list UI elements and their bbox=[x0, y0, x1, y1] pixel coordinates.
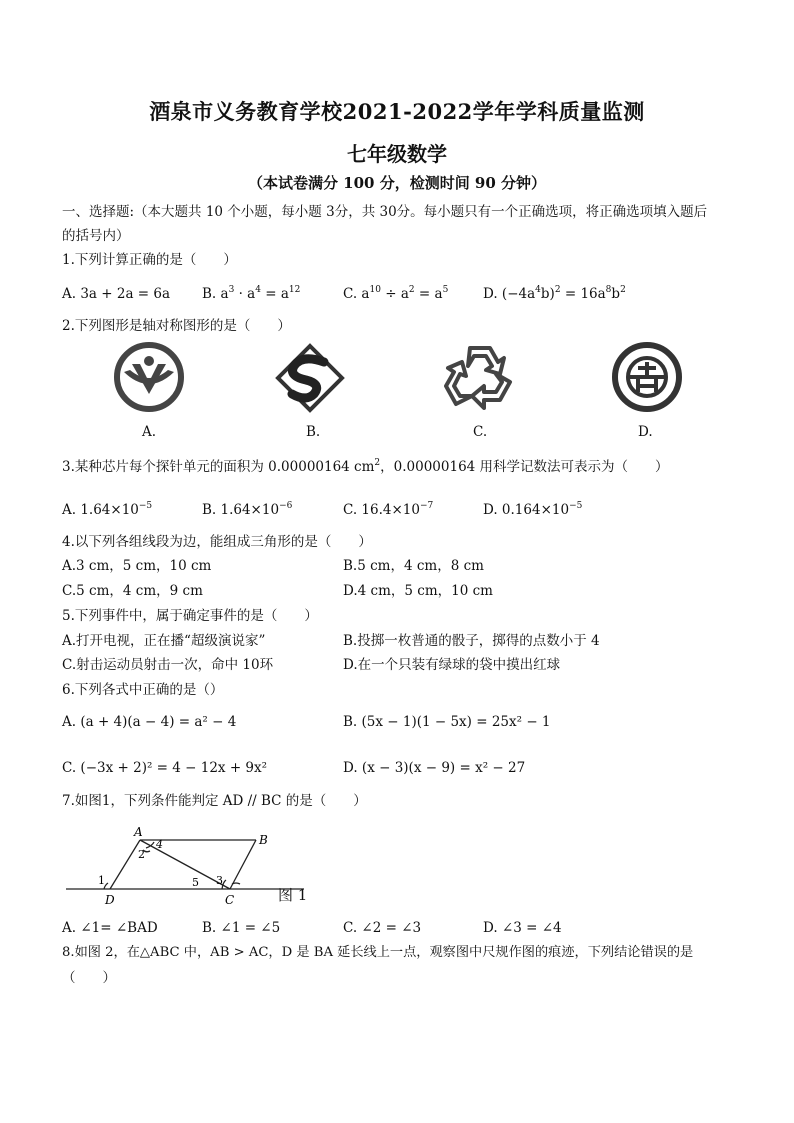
q2-figure-c-recycle bbox=[440, 338, 520, 418]
q5-stem: 5.下列事件中，属于确定事件的是（ ） bbox=[62, 608, 318, 624]
q1-option-b: B. $a^3 \cdot a^4 = a^{12}$ bbox=[202, 285, 301, 302]
exam-title: 酒泉市义务教育学校2021-2022学年学科质量监测 bbox=[149, 99, 645, 124]
q7-point-b: B bbox=[259, 833, 268, 847]
q6-option-b: B. (5x − 1)(1 − 5x) = 25x² − 1 bbox=[343, 714, 551, 730]
q7-figure-label: 图 1 bbox=[278, 886, 308, 904]
q1-option-a: A. 3a + 2a = 6a bbox=[62, 286, 171, 302]
q3-stem: 3.某种芯片每个探针单元的面积为 0.00000164 $cm^2$，0.00000164 用科学记数法可表示为（ ） bbox=[62, 458, 669, 475]
q5-option-c: C.射击运动员射击一次，命中 10环 bbox=[62, 657, 274, 673]
q7-point-c: C bbox=[225, 893, 235, 907]
q6-option-d: D. (x − 3)(x − 9) = x² − 27 bbox=[343, 760, 526, 776]
section-intro: 一、选择题:（本大题共 10 个小题，每小题 3分，共 30分。每小题只有一个正确选项，将正确选项填入题后 bbox=[62, 204, 708, 220]
q7-point-a: A bbox=[134, 825, 143, 839]
q1-stem: 1.下列计算正确的是（ ） bbox=[62, 252, 237, 268]
q7-angle-2: 2 bbox=[138, 848, 145, 861]
exam-subject: 七年级数学 bbox=[347, 142, 447, 166]
q2-figure-a-logo bbox=[112, 340, 186, 414]
q7-angle-3: 3 bbox=[216, 874, 223, 887]
q5-option-a: A.打开电视，正在播“超级演说家” bbox=[62, 633, 266, 649]
q6-stem: 6.下列各式中正确的是（） bbox=[62, 682, 224, 698]
q7-stem: 7.如图1，下列条件能判定 AD // BC 的是（ ） bbox=[62, 793, 367, 809]
section-intro-cont: 的括号内） bbox=[62, 228, 130, 244]
q7-angle-4: 4 bbox=[156, 838, 163, 851]
q3-option-d: D. $0.164\times 10^{-5}$ bbox=[483, 501, 583, 518]
q6-option-c: C. (−3x + 2)² = 4 − 12x + 9x² bbox=[62, 760, 268, 776]
q2-figure-b-logo bbox=[272, 340, 348, 416]
q1-option-d: D. $(-4a^4b)^2 = 16a^8b^2$ bbox=[483, 285, 626, 302]
q2-figure-d-logo bbox=[610, 340, 684, 414]
q2-label-a: A. bbox=[142, 424, 157, 440]
q8-stem-cont: （ ） bbox=[62, 970, 116, 986]
q7-option-c: C. ∠2 = ∠3 bbox=[343, 920, 422, 936]
q2-label-b: B. bbox=[306, 424, 321, 440]
q7-angle-5: 5 bbox=[192, 876, 199, 889]
q7-option-a: A. ∠1= ∠BAD bbox=[62, 920, 158, 936]
q4-option-d: D.4 cm，5 cm，10 cm bbox=[343, 583, 493, 599]
q7-option-b: B. ∠1 = ∠5 bbox=[202, 920, 281, 936]
q4-option-c: C.5 cm，4 cm，9 cm bbox=[62, 583, 203, 599]
q2-stem: 2.下列图形是轴对称图形的是（ ） bbox=[62, 318, 291, 334]
q2-label-c: C. bbox=[473, 424, 488, 440]
q7-angle-1: 1 bbox=[98, 874, 105, 887]
q3-option-c: C. $16.4\times 10^{-7}$ bbox=[343, 501, 434, 518]
q8-stem: 8.如图 2，在△ABC 中，AB > AC，D 是 BA 延长线上一点，观察图中尺规作图的痕迹，下列结论错误的是 bbox=[62, 945, 694, 960]
q2-label-d: D. bbox=[638, 424, 653, 440]
q3-option-b: B. $1.64\times 10^{-6}$ bbox=[202, 501, 293, 518]
q5-option-b: B.投掷一枚普通的骰子，掷得的点数小于 4 bbox=[343, 633, 600, 649]
q5-option-d: D.在一个只装有绿球的袋中摸出红球 bbox=[343, 657, 561, 673]
q3-option-a: A. $1.64\times 10^{-5}$ bbox=[62, 501, 153, 518]
q1-option-c: C. $a^{10} \div a^2 = a^5$ bbox=[343, 285, 449, 302]
q7-option-d: D. ∠3 = ∠4 bbox=[483, 920, 562, 936]
exam-note: （本试卷满分 100 分，检测时间 90 分钟） bbox=[247, 174, 547, 192]
q7-point-d: D bbox=[105, 893, 115, 907]
q6-option-a: A. (a + 4)(a − 4) = a² − 4 bbox=[62, 714, 237, 730]
q4-stem: 4.以下列各组线段为边，能组成三角形的是（ ） bbox=[62, 534, 372, 550]
q4-option-b: B.5 cm，4 cm，8 cm bbox=[343, 558, 484, 574]
q4-option-a: A.3 cm，5 cm，10 cm bbox=[62, 558, 212, 574]
